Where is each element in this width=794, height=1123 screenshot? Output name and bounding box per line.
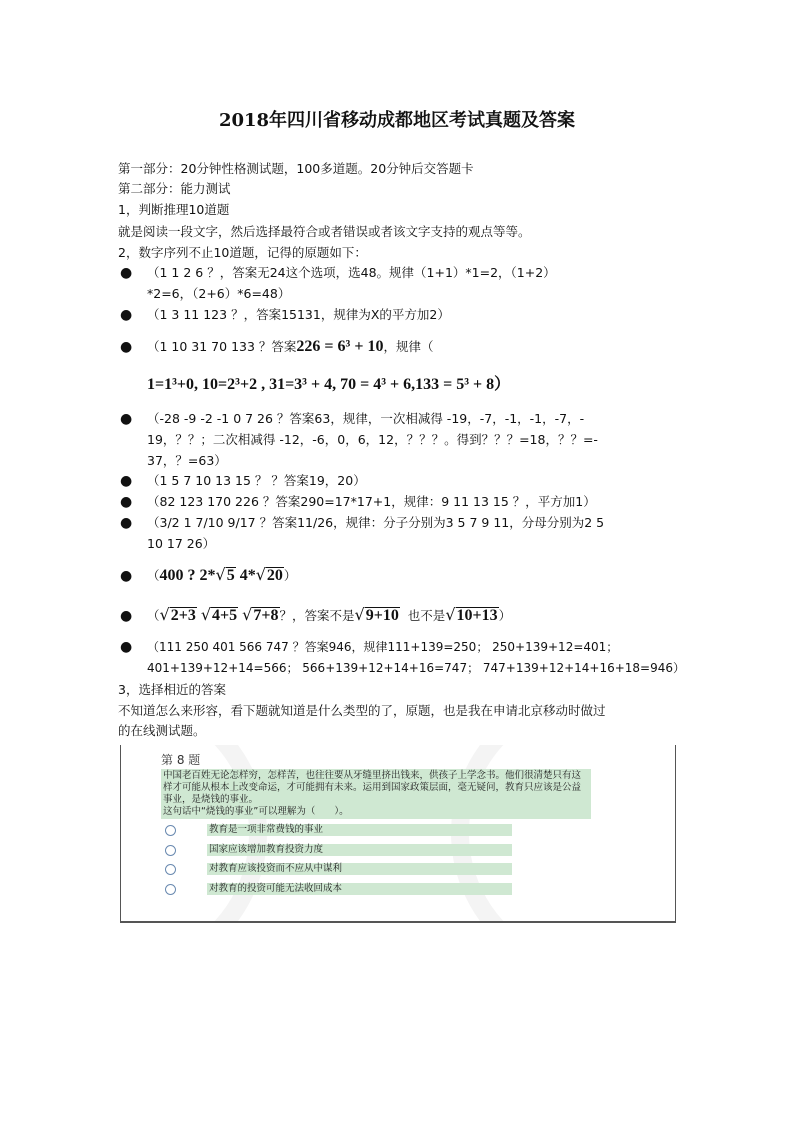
- bullet-icon: ●: [120, 515, 133, 531]
- list-item: （3/2 1 7/10 9/17 ？答案11/26，规律：分子分别为3 5 7 9 11，分母分别为2 5: [147, 515, 605, 530]
- page-title: 2018年四川省移动成都地区考试真题及答案: [218, 110, 576, 131]
- option-label: 对教育应该投资而不应从中谋利: [207, 863, 512, 875]
- question-text: [161, 769, 591, 819]
- sqrt-radicand: 7+8: [253, 607, 279, 624]
- paren: ）: [283, 568, 297, 583]
- section1-heading: 1，判断推理10道题: [118, 202, 230, 217]
- math-answer: 226 = 6³ + 10: [296, 338, 384, 355]
- list-item-cont: 10 17 26）: [147, 536, 216, 551]
- math-text: 4*: [239, 567, 256, 584]
- section3-heading: 3，选择相近的答案: [118, 682, 226, 697]
- paren: ）: [498, 608, 512, 623]
- list-item-cont: 37，？=63）: [147, 453, 227, 468]
- list-item: （82 123 170 226 ？答案290=17*17+1，规律：9 11 13 15 ？，平方加1）: [147, 494, 596, 509]
- list-item: （111 250 401 566 747 ？答案946，规律111+139=250； 250+139+12=401；: [147, 640, 619, 654]
- list-item: （1 3 11 123 ？，答案15131，规律为X的平方加2）: [147, 307, 450, 322]
- bullet-icon: ●: [120, 608, 133, 624]
- option-label: 对教育的投资可能无法收回成本: [207, 883, 512, 895]
- list-item: （1 5 7 10 13 15 ？ ？答案19，20）: [147, 473, 366, 488]
- option-label: 教育是一项非常费钱的事业: [207, 824, 512, 836]
- bullet-icon: ●: [120, 307, 133, 323]
- list-item: （-28 -9 -2 -1 0 7 26 ？答案63，规律，一次相减得 -19，-7，-1，-1，-7，-: [147, 411, 585, 426]
- bullet-icon: ●: [120, 473, 133, 489]
- part1-text: 第一部分：20分钟性格测试题，100多道题。20分钟后交答题卡: [118, 161, 474, 176]
- list-item: （√2+3 √4+5 √7+8？，答案不是√9+10 也不是√10+13）: [147, 605, 512, 624]
- sqrt-radicand: 20: [266, 567, 283, 584]
- bullet-icon: ●: [120, 265, 133, 281]
- bullet-icon: ●: [120, 639, 133, 655]
- item-text: ，规律（: [383, 339, 434, 354]
- list-item-cont: *2=6，（2+6）*6=48）: [147, 286, 291, 301]
- sqrt-radicand: 5: [226, 567, 235, 584]
- math-rule: 1=1³+0, 10=2³+2 , 31=3³ + 4, 70 = 4³ + 6,133 = 5³ + 8）: [147, 376, 511, 393]
- section1-desc: 就是阅读一段文字，然后选择最符合或者错误或者该文字支持的观点等等。: [118, 224, 531, 239]
- paren: （: [147, 608, 160, 623]
- radio-icon[interactable]: [165, 864, 176, 875]
- question-number: 第 8 题: [161, 753, 201, 767]
- sqrt-radicand: 4+5: [212, 607, 238, 624]
- paren: （: [147, 568, 160, 583]
- question-prompt: 这句话中“烧钱的事业”可以理解为（ ）。: [163, 806, 349, 817]
- section2-heading: 2，数字序列不止10道题，记得的原题如下：: [118, 245, 367, 260]
- math-text: 400 ? 2*: [159, 567, 216, 584]
- bullet-icon: ●: [120, 568, 133, 584]
- item-text: ？，答案不是: [279, 608, 355, 623]
- bullet-icon: ●: [120, 339, 133, 355]
- sqrt-radicand: 10+13: [456, 607, 498, 624]
- list-item-cont: 19，？？；二次相减得 -12，-6，0，6，12，？？？。得到？？？=18，？？=-: [147, 432, 598, 447]
- section3-desc: 不知道怎么来形容，看下题就知道是什么类型的了，原题，也是我在申请北京移动时做过: [118, 703, 606, 718]
- item-text: （1 10 31 70 133 ？答案: [147, 339, 297, 354]
- sqrt-radicand: 9+10: [365, 607, 399, 624]
- radio-icon[interactable]: [165, 884, 176, 895]
- radio-icon[interactable]: [165, 825, 176, 836]
- radio-icon[interactable]: [165, 845, 176, 856]
- question-body: 中国老百姓无论怎样穷，怎样苦，也往往要从牙缝里挤出钱来，供孩子上学念书。他们很清楚只有这样才可能从根本上改变命运，才可能拥有未来。运用到国家政策层面，毫无疑问，教育只应该是公益事业，是烧钱的事业。: [163, 770, 582, 805]
- list-item-cont: 401+139+12+14=566； 566+139+12+14+16=747； 747+139+12+14+16+18=946）: [147, 661, 686, 675]
- bullet-icon: ●: [120, 494, 133, 510]
- section3-desc-cont: 的在线测试题。: [118, 723, 206, 738]
- sqrt-radicand: 2+3: [170, 607, 196, 624]
- part2-text: 第二部分：能力测试: [118, 181, 231, 196]
- list-item: [147, 339, 433, 355]
- math-rule-text: 1=1³+0, 10=2³+2 , 31=3³ + 4, 70 = 4³ + 6,133 = 5³ + 8: [147, 376, 495, 393]
- list-item: （1 1 2 6 ？，答案无24这个选项，选48。规律（1+1）*1=2，（1+2）: [147, 265, 556, 280]
- option-label: 国家应该增加教育投资力度: [207, 844, 512, 856]
- item-text: 也不是: [407, 608, 446, 623]
- list-item: （400 ? 2*√5 4*√20）: [147, 565, 297, 584]
- quiz-screenshot: [120, 745, 676, 923]
- bullet-icon: ●: [120, 411, 133, 427]
